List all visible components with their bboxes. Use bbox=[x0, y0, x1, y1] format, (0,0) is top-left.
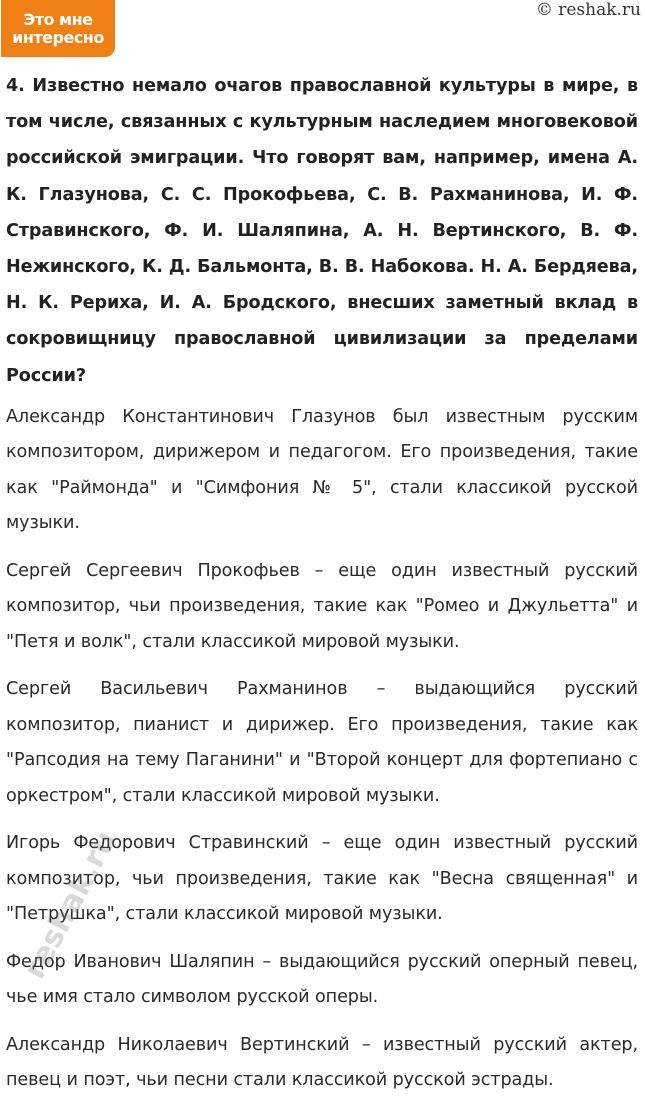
question-text: 4. Известно немало очагов православной культуры в мире, в том числе, связанных с культурным наследием многовековой российской эмиграции. Что говорят вам, например, имена А. К. Глазунова, С. С. Прокофьева, С. В. Рахманинова, И. Ф. Стравинского, Ф. И. Шаляпина, А. Н. Вертинского, В. Ф. Нежинского, К. Д. Бальмонта, В. В. Набокова. Н. А. Бердяева, Н. К. Рериха, И. А. Бродского, внесших заметный вклад в сокровищницу православной цивилизации за пределами России? bbox=[6, 76, 638, 386]
answer-paragraph-chaliapin: Федор Иванович Шаляпин – выдающийся русский оперный певец, чье имя стало символом русской оперы. bbox=[6, 951, 638, 1008]
answer-paragraph-glazunov: Александр Константинович Глазунов был известным русским композитором, дирижером и педагогом. Его произведения, такие как "Раймонда" и "Симфония № 5", стали классикой русской музыки. bbox=[6, 406, 638, 534]
answer-paragraph-vertinsky: Александр Николаевич Вертинский – известный русский актер, певец и поэт, чьи песни стали классикой русской эстрады. bbox=[6, 1034, 638, 1091]
site-watermark: © reshak.ru bbox=[535, 0, 641, 20]
answer-paragraph-stravinsky: Игорь Федорович Стравинский – еще один известный русский композитор, чьи произведения, такие как "Весна священная" и "Петрушка", стали классикой мировой музыки. bbox=[6, 833, 638, 925]
badge-line-2: интересно bbox=[12, 27, 104, 47]
answer-paragraph-rachmaninov: Сергей Васильевич Рахманинов – выдающийся русский композитор, пианист и дирижер. Его произведения, такие как "Рапсодия на тему Паганини" и "Второй концерт для фортепиано с оркестром", стали классикой мировой музыки. bbox=[6, 679, 638, 806]
side-watermark: reshak.ru bbox=[17, 825, 125, 985]
badge-line-1: Это мне bbox=[23, 9, 93, 29]
document-content bbox=[6, 68, 638, 1111]
interest-badge bbox=[1, 0, 115, 57]
answer-paragraph-prokofiev: Сергей Сергеевич Прокофьев – еще один известный русский композитор, чьи произведения, такие как "Ромео и Джульетта" и "Петя и волк", стали классикой мировой музыки. bbox=[6, 560, 638, 652]
